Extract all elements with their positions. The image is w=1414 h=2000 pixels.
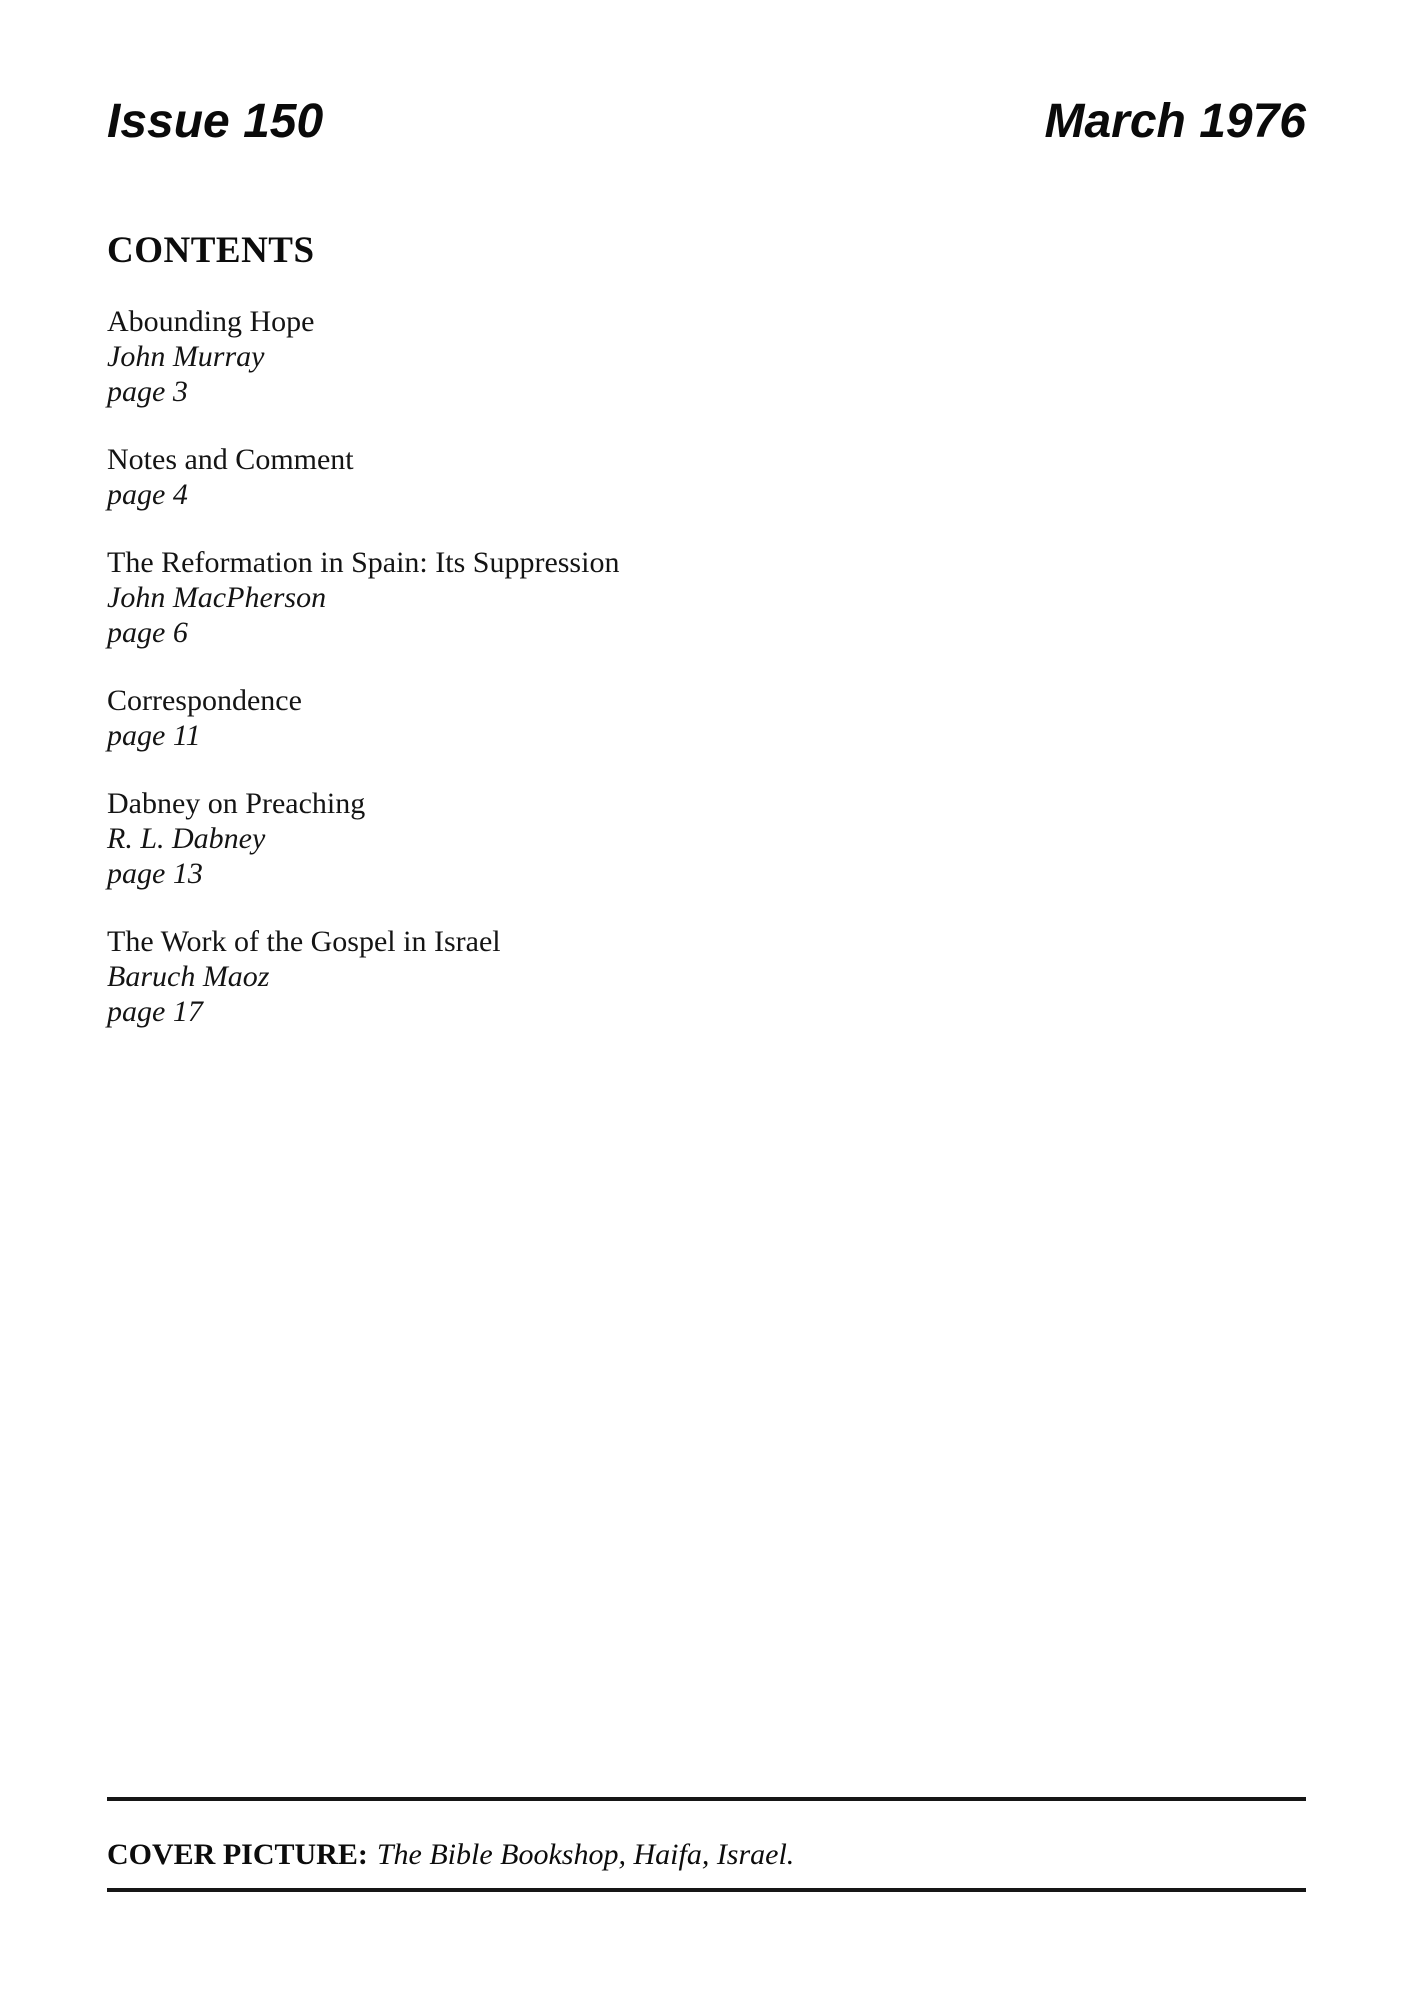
article-title: The Work of the Gospel in Israel: [107, 925, 501, 958]
article-title: Dabney on Preaching: [107, 787, 366, 820]
issue-number: Issue 150: [107, 95, 324, 148]
article-page: page 11: [107, 719, 201, 752]
article-page: page 6: [107, 616, 188, 649]
article-author: Baruch Maoz: [107, 960, 270, 993]
contents-heading: CONTENTS: [107, 230, 315, 271]
toc-entry: [107, 924, 619, 1029]
article-title: Notes and Comment: [107, 443, 354, 476]
article-author: R. L. Dabney: [107, 822, 266, 855]
article-title: Abounding Hope: [107, 305, 315, 338]
top-rule: [107, 1797, 1306, 1801]
bottom-rule: [107, 1888, 1306, 1892]
cover-picture-caption: The Bible Bookshop, Haifa, Israel.: [376, 1838, 795, 1871]
toc-entry: [107, 683, 619, 753]
article-page: page 4: [107, 478, 188, 511]
issue-date: March 1976: [1044, 95, 1306, 148]
cover-picture-line: [107, 1837, 1306, 1872]
cover-picture-label: COVER PICTURE:: [107, 1838, 368, 1871]
article-page: page 17: [107, 995, 203, 1028]
article-title: Correspondence: [107, 684, 302, 717]
article-author: John MacPherson: [107, 581, 327, 614]
article-title: The Reformation in Spain: Its Suppression: [107, 546, 620, 579]
article-page: page 3: [107, 375, 188, 408]
toc-entry: [107, 786, 619, 891]
article-page: page 13: [107, 857, 203, 890]
toc-entry: [107, 442, 619, 512]
masthead: [107, 95, 1306, 148]
article-author: John Murray: [107, 340, 265, 373]
toc-entry: [107, 304, 619, 409]
toc-entry: [107, 545, 619, 650]
table-of-contents: [107, 304, 619, 1029]
footer: [107, 1797, 1306, 1892]
